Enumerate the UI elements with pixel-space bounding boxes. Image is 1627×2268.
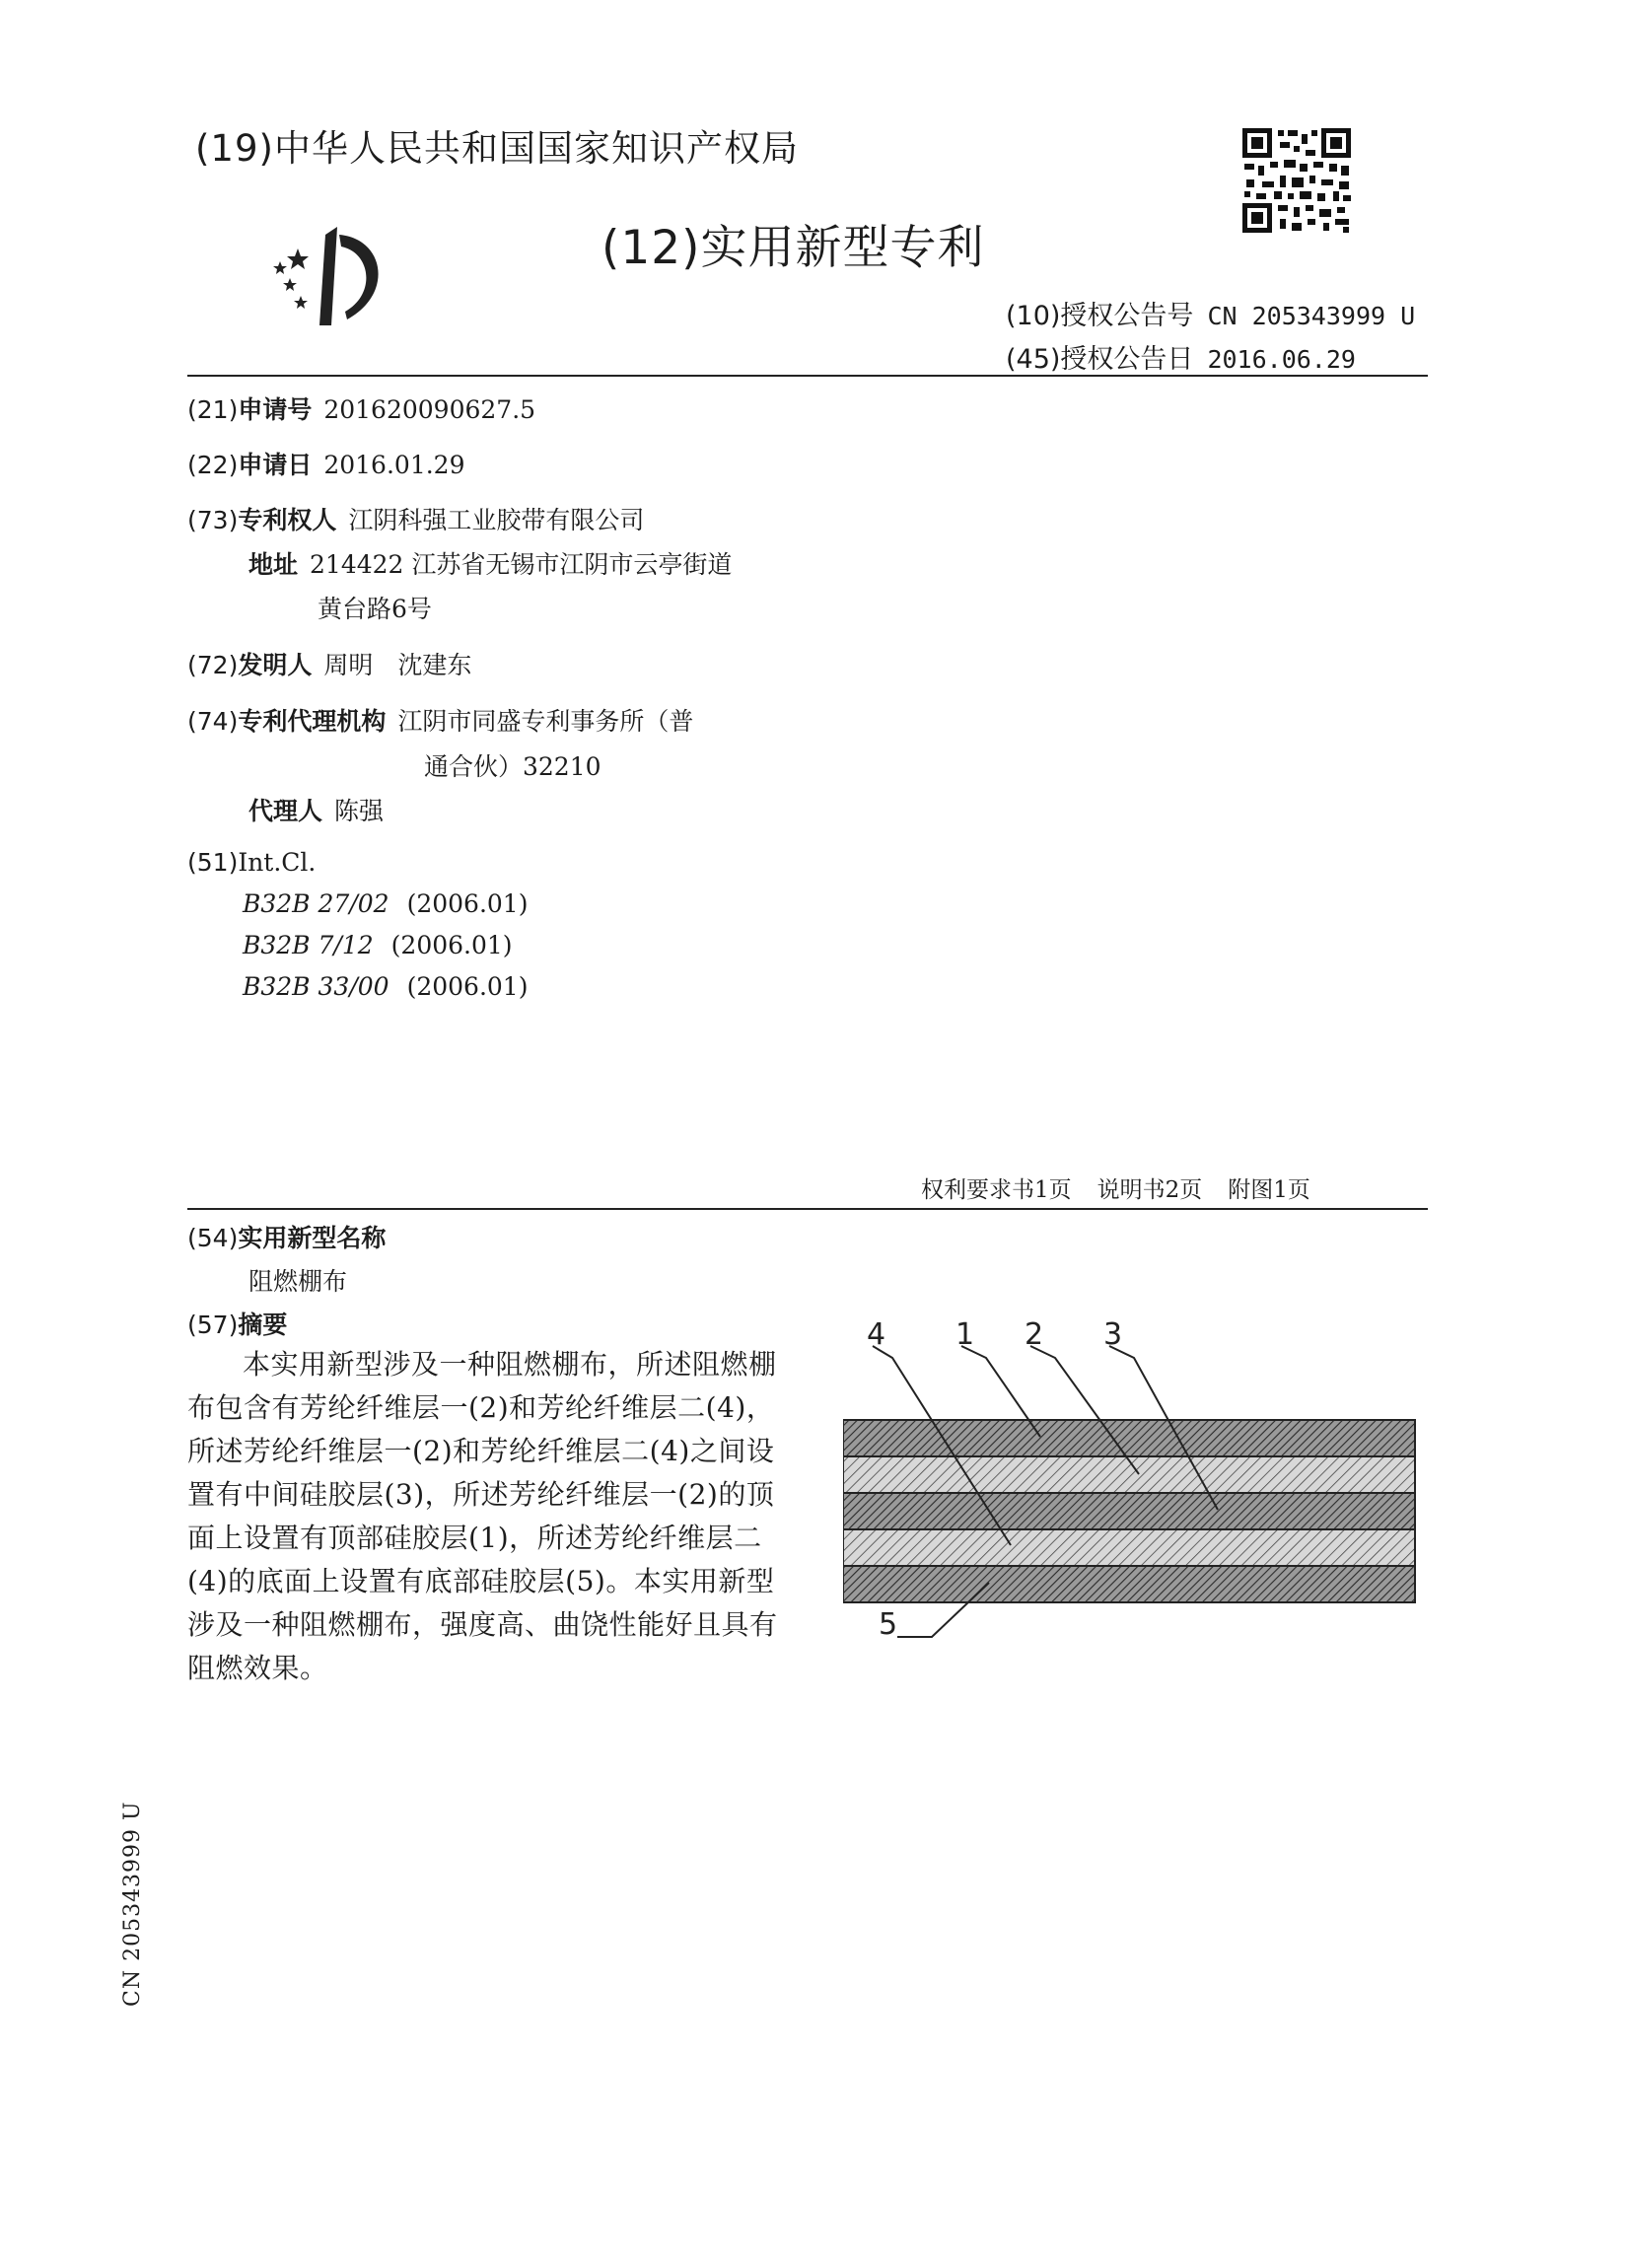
- aramid-layer-two: [843, 1529, 1415, 1566]
- ipc-version: (2006.01): [406, 889, 529, 918]
- callout-label-2: 2: [1025, 1317, 1044, 1352]
- inventors-field: [187, 646, 471, 681]
- application-date-field: [187, 446, 464, 481]
- field-label: 申请号: [238, 395, 313, 424]
- field-code: (51): [187, 848, 239, 877]
- side-document-id: CN 205343999 U: [120, 1801, 145, 2007]
- ipc-class-row: [243, 931, 513, 959]
- field-code: (21): [187, 395, 239, 424]
- address-line-1: 214422 江苏省无锡市江阴市云亭街道: [310, 550, 733, 579]
- description-pages: 说明书2页: [1096, 1177, 1203, 1203]
- middle-silicone-layer: [843, 1493, 1415, 1529]
- grant-number-label: (10)授权公告号: [1006, 301, 1194, 331]
- field-code: (73): [187, 506, 239, 534]
- field-label: 实用新型名称: [238, 1224, 387, 1252]
- title-text: 阻燃棚布: [248, 1267, 348, 1296]
- drawings-pages: 附图1页: [1228, 1177, 1310, 1203]
- bottom-silicone-layer: [843, 1566, 1415, 1602]
- address-field: [248, 545, 732, 581]
- address-line-2-row: [318, 590, 432, 625]
- header-divider: [187, 375, 1428, 377]
- agent-field: [248, 792, 384, 827]
- field-label: 专利权人: [238, 506, 337, 534]
- cnipa-emblem-icon: [268, 217, 416, 330]
- field-label: 发明人: [238, 651, 313, 679]
- field-code: (74): [187, 707, 239, 736]
- abstract-text: 本实用新型涉及一种阻燃棚布，所述阻燃棚布包含有芳纶纤维层一(2)和芳纶纤维层二(4)，所述芳纶纤维层一(2)和芳纶纤维层二(4)之间设置有中间硅胶层(3)，所述芳纶纤维层一(2)的顶面上设置有顶部硅胶层(1)，所述芳纶纤维层二(4)的底面上设置有底部硅胶层(5)。本实用新型涉及一种阻燃棚布，强度高、曲饶性能好且具有阻燃效果。: [187, 1348, 778, 1684]
- grant-number-row: [1006, 294, 1415, 332]
- ipc-class-row: [243, 972, 528, 1001]
- abstract-heading: [187, 1306, 299, 1341]
- agency-line-1: 江阴市同盛专利事务所（普: [397, 707, 694, 736]
- office-name: (19)中华人民共和国国家知识产权局: [195, 127, 799, 170]
- ipc-class-row: [243, 889, 528, 918]
- intcl-label: Int.Cl.: [238, 848, 317, 877]
- page-counts: [921, 1171, 1336, 1204]
- layer-stack: [843, 1420, 1415, 1602]
- inventors: 周明 沈建东: [323, 651, 472, 679]
- application-number: 201620090627.5: [323, 395, 536, 424]
- field-code: (57): [187, 1311, 239, 1339]
- field-label: 地址: [248, 550, 299, 579]
- ipc-class: B32B 27/02: [243, 889, 389, 918]
- intcl-field: [187, 848, 316, 877]
- callout-label-5: 5: [879, 1607, 898, 1642]
- field-label: 摘要: [238, 1311, 288, 1339]
- ipc-version: (2006.01): [390, 931, 513, 959]
- field-code: (22): [187, 451, 239, 479]
- ipc-class: B32B 33/00: [243, 972, 389, 1001]
- grant-date: 2016.06.29: [1207, 345, 1356, 374]
- field-label: 代理人: [248, 797, 323, 825]
- agency-line-2: 通合伙）32210: [424, 752, 601, 781]
- ipc-version: (2006.01): [406, 972, 529, 1001]
- section-divider: [187, 1208, 1428, 1210]
- title-heading: [187, 1219, 397, 1254]
- claims-pages: 权利要求书1页: [921, 1177, 1072, 1203]
- patentee-field: [187, 501, 644, 536]
- grant-date-row: [1006, 337, 1356, 376]
- utility-model-title: [248, 1262, 347, 1298]
- callout-label-3: 3: [1103, 1317, 1123, 1352]
- qr-code-icon: [1240, 126, 1353, 235]
- field-label: 专利代理机构: [238, 707, 387, 736]
- grant-date-label: (45)授权公告日: [1006, 344, 1194, 375]
- patentee: 江阴科强工业胶带有限公司: [348, 506, 645, 534]
- document-type: (12)实用新型专利: [601, 221, 985, 275]
- callout-label-4: 4: [867, 1317, 886, 1352]
- application-number-field: [187, 390, 535, 426]
- agency-line-2-row: [424, 747, 601, 783]
- field-code: (54): [187, 1224, 239, 1252]
- address-line-2: 黄台路6号: [318, 595, 432, 623]
- agency-field: [187, 702, 693, 738]
- callout-label-1: 1: [955, 1317, 975, 1352]
- top-silicone-layer: [843, 1420, 1415, 1456]
- field-code: (72): [187, 651, 239, 679]
- layer-diagram: [843, 1316, 1459, 1681]
- ipc-class: B32B 7/12: [243, 931, 374, 959]
- application-date: 2016.01.29: [323, 451, 465, 479]
- grant-number: CN 205343999 U: [1207, 302, 1416, 330]
- field-label: 申请日: [238, 451, 313, 479]
- agent: 陈强: [334, 797, 385, 825]
